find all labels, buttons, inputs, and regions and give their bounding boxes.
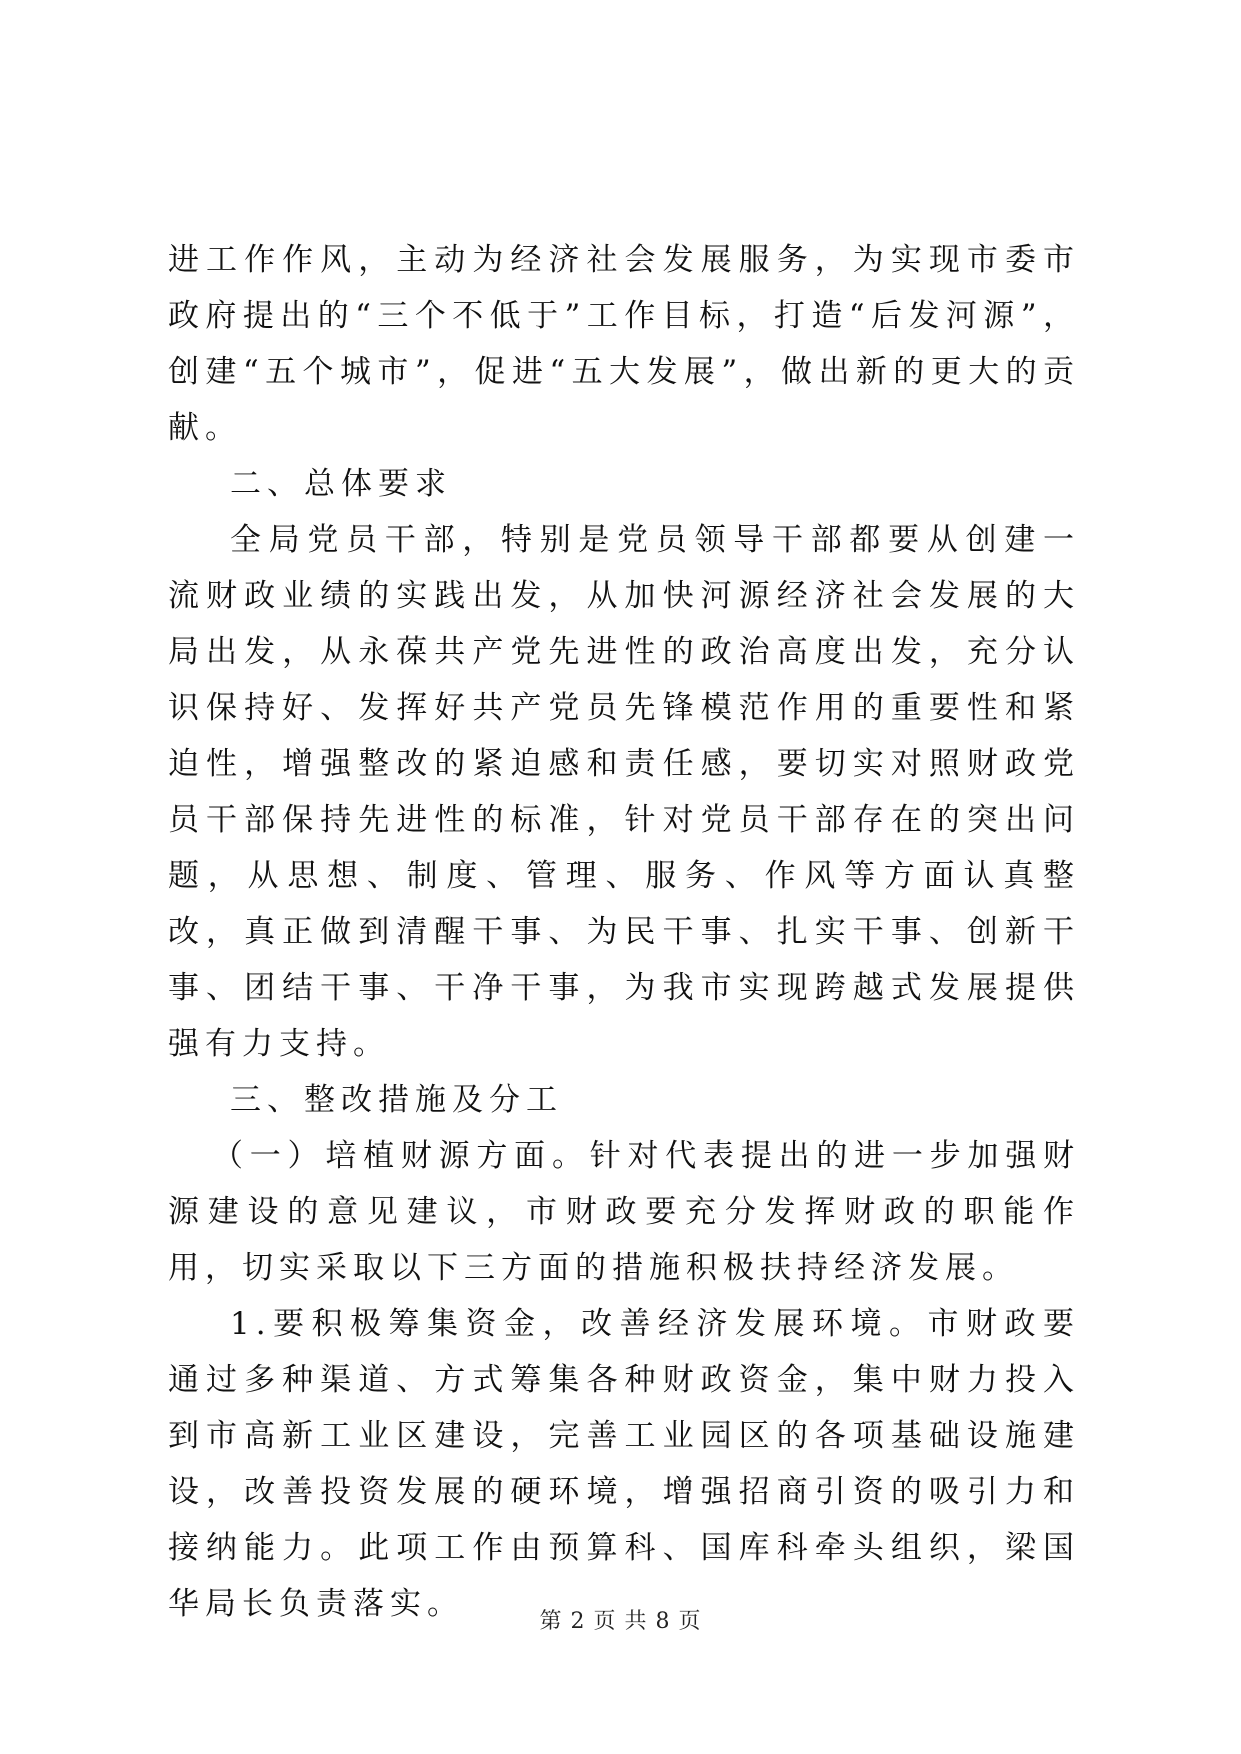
section-heading-measures: 三、整改措施及分工	[230, 1082, 563, 1118]
paragraph-general-requirements: 全局党员干部，特别是党员领导干部都要从创建一流财政业绩的实践出发，从加快河源经济社会发展的大局出发，从永葆共产党先进性的政治高度出发，充分认识保持好、发挥好共产党员先锋模范作用的重要性和紧迫性，增强整改的紧迫感和责任感，要切实对照财政党员干部保持先进性的标准，针对党员干部存在的突出问题，从思想、制度、管理、服务、作风等方面认真整改，真正做到清醒干事、为民干事、扎实干事、创新干事、团结干事、干净干事，为我市实现跨越式发展提供强有力支持。	[168, 522, 1080, 1062]
section-heading-general-requirements: 二、总体要求	[230, 466, 452, 502]
paragraph-fund-raising: 1.要积极筹集资金，改善经济发展环境。市财政要通过多种渠道、方式筹集各种财政资金，集中财力投入到市高新工业区建设，完善工业园区的各项基础设施建设，改善投资发展的硬环境，增强招商引资的吸引力和接纳能力。此项工作由预算科、国库科牵头组织，梁国华局长负责落实。	[168, 1306, 1080, 1622]
paragraph-revenue-source: （一）培植财源方面。针对代表提出的进一步加强财源建设的意见建议，市财政要充分发挥财政的职能作用，切实采取以下三方面的措施积极扶持经济发展。	[168, 1138, 1080, 1286]
page-footer: 第 2 页 共 8 页	[539, 1609, 702, 1634]
paragraph-continuation: 进工作作风，主动为经济社会发展服务，为实现市委市政府提出的“三个不低于”工作目标，打造“后发河源”，创建“五个城市”，促进“五大发展”，做出新的更大的贡献。	[168, 242, 1080, 446]
document-body	[168, 232, 1080, 1632]
